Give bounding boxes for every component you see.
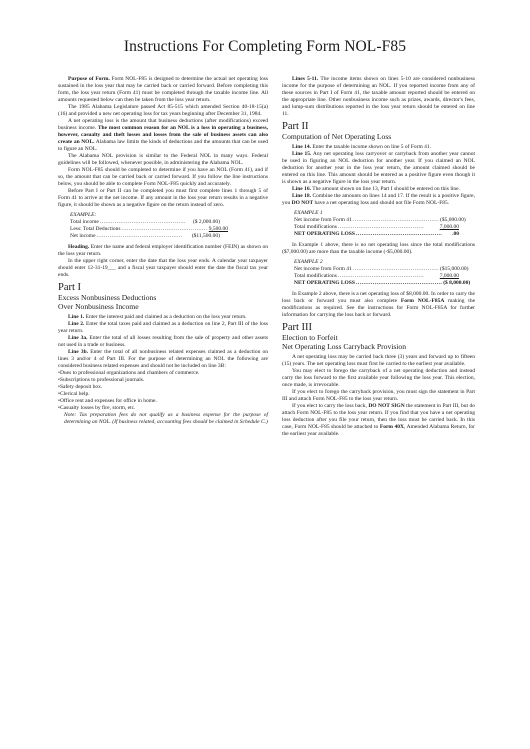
line-16-label: Line 16. <box>292 186 311 192</box>
example-box <box>70 212 229 240</box>
line-3a-text: Enter the total of all losses resulting from the sale of property and other assets not used in a trade or business. <box>58 335 269 348</box>
federal-paragraph: The Alabama NOL provision is similar to the Federal NOL in many ways. Federal guidelines will be followed, whenever possible, in administering the Alabama NOL. <box>58 153 268 166</box>
nol-definition-paragraph <box>58 118 268 153</box>
carry-back-paragraph <box>282 403 475 438</box>
example-row <box>294 224 459 231</box>
list-item: • Dues to professional organizations and chambers of commerce. <box>58 370 268 377</box>
part-3-subheading-2: Net Operating Loss Carryback Provision <box>282 342 407 351</box>
carryback-paragraph: A net operating loss may be carried back three (3) years and forward up to fifteen (15) years. The net operating loss must first be carried to the earliest year available. <box>282 354 475 367</box>
corner-date-paragraph: In the upper right corner, enter the date that the loss year ends. A calendar year taxpayer should enter 12-31-19___ and a fiscal year taxpayer should enter the date the fiscal tax year ends. <box>58 258 268 278</box>
sign-statement-paragraph: If you elect to forego the carryback provision, you must sign the statement in Part III and attach Form NOL-F85 to the loss year return. <box>282 389 475 402</box>
line-16-paragraph <box>282 186 475 193</box>
line-1-paragraph <box>58 314 268 321</box>
example-row-label: Total modifications <box>294 273 337 279</box>
carry-back-text-3: , Amended Alabama Return, for the earliest year available. <box>282 424 475 437</box>
leader-dots: .............................................. <box>99 219 187 225</box>
example-row-label: Net income <box>70 233 96 239</box>
example-row-value: ($ 8,000.00) <box>443 280 471 286</box>
nol-limits-text: Alabama law limits the kinds of deductions and the amounts that can be used to figure an NOL. <box>58 139 269 152</box>
heading-paragraph <box>58 244 268 258</box>
lines-5-11-label: Lines 5-11. <box>292 76 319 82</box>
example-row <box>294 280 471 287</box>
line-18-text: Combine the amounts on lines 14 and 17. If the result is a positive figure, you <box>282 193 475 206</box>
act-paragraph: The 1985 Alabama Legislature passed Act 85-515 which amended Section 40-18-15(a)(16) and provided a new net operating loss for tax years beginning after December 31, 1984. <box>58 104 268 117</box>
list-item: • Clerical help. <box>58 391 268 398</box>
example-row-label: NET OPERATING LOSS <box>294 231 355 237</box>
example-row-value: 7,000.00 <box>439 224 459 230</box>
leader-dots: .............................................. <box>352 217 439 223</box>
example-heading: EXAMPLE: <box>70 212 97 218</box>
example-2-explanation <box>282 291 475 319</box>
leader-dots: .............................................. <box>121 226 208 232</box>
line-3b-text: Enter the total of all nonbusiness related expenses claimed as a deduction on lines 3 and/or 4 of Part III. For the purpose of determining an NOL the following are considered business related expenses and should not be included on line 3B: <box>58 349 268 369</box>
part-1-subheading: Excess Nonbusiness Deductions <box>58 293 157 302</box>
part-2-subheading: Computation of Net Operating Loss <box>282 132 392 141</box>
example-row-label: Net income from Form 41 <box>294 266 352 272</box>
leader-dots: .............................................. <box>355 280 443 286</box>
example-row-value: .00 <box>452 231 459 237</box>
example-row-label: Net income from Form 41 <box>294 217 352 223</box>
part-1-subheading-2: Over Nonbusiness Income <box>58 302 139 311</box>
page-title: Instructions For Completing Form NOL-F85 <box>123 38 407 55</box>
line-18-label: Line 18. <box>292 193 312 199</box>
leader-dots: .............................................. <box>355 231 443 237</box>
purpose-paragraph <box>58 76 268 104</box>
nol-definition-text: A net operating loss is the amount that business deductions (after modifications) exceed business income. <box>58 118 268 131</box>
line-2-text: Enter the total taxes paid and claimed as a deduction on line 2, Part III of the loss year return. <box>58 321 269 334</box>
example-row-value: 9,500.00 <box>208 226 229 232</box>
line-2-paragraph <box>58 321 268 335</box>
line-16-text: The amount shown on line 13, Part I should be entered on this line. <box>312 186 460 192</box>
line-14-paragraph <box>282 144 475 151</box>
right-column <box>282 76 475 438</box>
example-row-value: ($11,500.00) <box>191 233 220 239</box>
line-2-label: Line 2. <box>68 321 85 327</box>
list-item: • Office rent and expenses for office in home. <box>58 398 268 405</box>
tax-prep-note: Note: Tax preparation fees do not qualify as a business expense for the purpose of determining an NOL. (If business related, accounting fees should be claimed in Schedule C.) <box>64 412 268 425</box>
lines-5-11-text: The income items shown on lines 5-10 are considered nonbusiness income for the purpose of determining an NOL. If you reported income from any of these sources in Part I of Form 41, the taxable amount reported should be entered on the appropriate line. Other nonbusiness income such as prizes, awards, director's fees, and lump-sum distributions reported in the loss year return should be entered on line 11. <box>282 76 475 117</box>
leader-dots: .............................................. <box>352 266 439 272</box>
example-row <box>294 217 466 224</box>
example-2-box <box>294 259 471 287</box>
example-1-explanation: In Example 1 above, there is no net operating loss since the total modifications ($7,000.00) are more than the taxable income (-$5,000.00). <box>282 242 475 255</box>
example-row-label: Less: Total Deductions <box>70 226 121 232</box>
line-15-paragraph <box>282 151 475 186</box>
example-row-label: NET OPERATING LOSS <box>294 280 355 286</box>
example-row <box>294 266 469 273</box>
example-row-value: 7,000.00 <box>439 273 459 279</box>
line-1-label: Line 1. <box>68 314 85 320</box>
line-3a-label: Line 3a. <box>68 335 88 341</box>
lines-5-11-paragraph <box>282 76 475 118</box>
carry-back-text: If you elect to carry the loss back, <box>292 403 367 409</box>
example-row <box>294 273 459 280</box>
do-not-sign: DO NOT SIGN <box>368 403 405 409</box>
line-3b-paragraph <box>58 349 268 370</box>
leader-dots: .............................................. <box>337 273 425 279</box>
example-row-value: ($5,000.00) <box>440 217 466 223</box>
leader-dots: .............................................. <box>337 224 425 230</box>
list-item: • Subscriptions to professional journals. <box>58 377 268 384</box>
example-row <box>70 226 229 233</box>
line-1-text: Enter the interest paid and claimed as a deduction on the loss year return. <box>85 314 247 320</box>
example-row-label: Total modifications <box>294 224 337 230</box>
line-18-text-2: have a net operating loss and should not file Form NOL-F85. <box>314 200 450 206</box>
example-2-text-2: making the modifications as required. See the instructions for Form NOL-F85A for further information for carrying the loss back or forward. <box>282 298 476 318</box>
part-3-heading: Part III <box>282 322 313 333</box>
heading-text: Enter the name and federal employer identification number (FEIN) as shown on the loss year return. <box>58 244 268 257</box>
line-18-paragraph <box>282 193 475 207</box>
line-14-text: Enter the taxable income shown on line 5 of Form 41. <box>312 144 432 150</box>
line-14-label: Line 14. <box>292 144 311 150</box>
leader-dots: .............................................. <box>96 233 183 239</box>
nol-reason-text: The most common reason for an NOL is a loss in operating a business, however, casualty and theft losses and losses from the sale of business assets can also create an NOL. <box>58 125 268 145</box>
part-2-heading: Part II <box>282 121 309 132</box>
line-18-do-not: DO NOT <box>291 200 314 206</box>
example-row-value: ($ 2,000.00) <box>192 219 220 225</box>
example-2-text: In Example 2 above, there is a net operating loss of $8,000.00. In order to carry the loss back or forward you must also complete <box>282 291 475 304</box>
line-3b-label: Line 3b. <box>68 349 89 355</box>
purpose-text: Form NOL-F85 is designed to determine the actual net operating loss sustained in the loss year that may be carried back or carried forward. Before completing this form, the loss year return (Form 41) must be completed through the taxable income line. All amounts requested below can then be taken from the loss year return. <box>58 76 269 103</box>
form-use-paragraph: Form NOL-F85 should be completed to determine if you have an NOL (Form 41), and if so, the amount that can be carried back or carried forward. If you follow the line instructions below, you should be able to complete Form NOL-F85 quickly and accurately. <box>58 167 268 187</box>
forego-paragraph: You may elect to forego the carryback of a net operating deduction and instead carry the loss forward to the first available year following the loss year. This election, once made, is irrevocable. <box>282 368 475 388</box>
before-part-paragraph: Before Part I or Part II can be completed you must first complete lines 1 through 5 of Form 41 to arrive at the net income. If any amount in the loss year return results in a negative figure, it should be shown as a negative figure on the return instead of zero. <box>58 188 268 208</box>
line-15-text: Any net operating loss carryover or carryback from another year cannot be used in figuring an NOL deduction for another year. If you claimed an NOL deduction for another year in the loss year return, the amount claimed should be entered on this line. This amount should be entered as a positive figure even though it is shown as a negative figure in the loss year return. <box>282 151 475 185</box>
example-row-value: ($15,000.00) <box>440 266 469 272</box>
example-2-heading: EXAMPLE 2 <box>294 259 323 265</box>
example-row-label: Total income <box>70 219 99 225</box>
form-nol-f85a: Form NOL-F85A <box>400 298 445 304</box>
line-15-label: Line 15. <box>292 151 312 157</box>
list-item: • Safety deposit box. <box>58 384 268 391</box>
form-40x: Form 40X <box>379 424 404 430</box>
carry-back-text-2: the statement in Part III, but do attach Form NOL-F85 to the loss year return. If you find that you have a net operating loss deduction after you file your return, then the loss must be carried back. In this case, Form NOL-F85 should be attached to <box>282 403 476 430</box>
example-1-heading: EXAMPLE 1 <box>294 210 323 216</box>
part-1-heading: Part I <box>58 282 82 293</box>
line-3a-paragraph <box>58 335 268 349</box>
purpose-label: Purpose of Form. <box>68 76 110 82</box>
business-expense-list <box>58 370 268 412</box>
part-3-subheading: Election to Forfeit <box>282 333 338 342</box>
heading-label: Heading. <box>68 244 90 250</box>
list-item: • Casualty losses by fire, storm, etc. <box>58 405 268 412</box>
example-row <box>70 219 220 226</box>
example-1-box <box>294 210 466 238</box>
example-row <box>294 231 459 238</box>
left-column <box>58 76 268 426</box>
example-row <box>70 233 220 240</box>
